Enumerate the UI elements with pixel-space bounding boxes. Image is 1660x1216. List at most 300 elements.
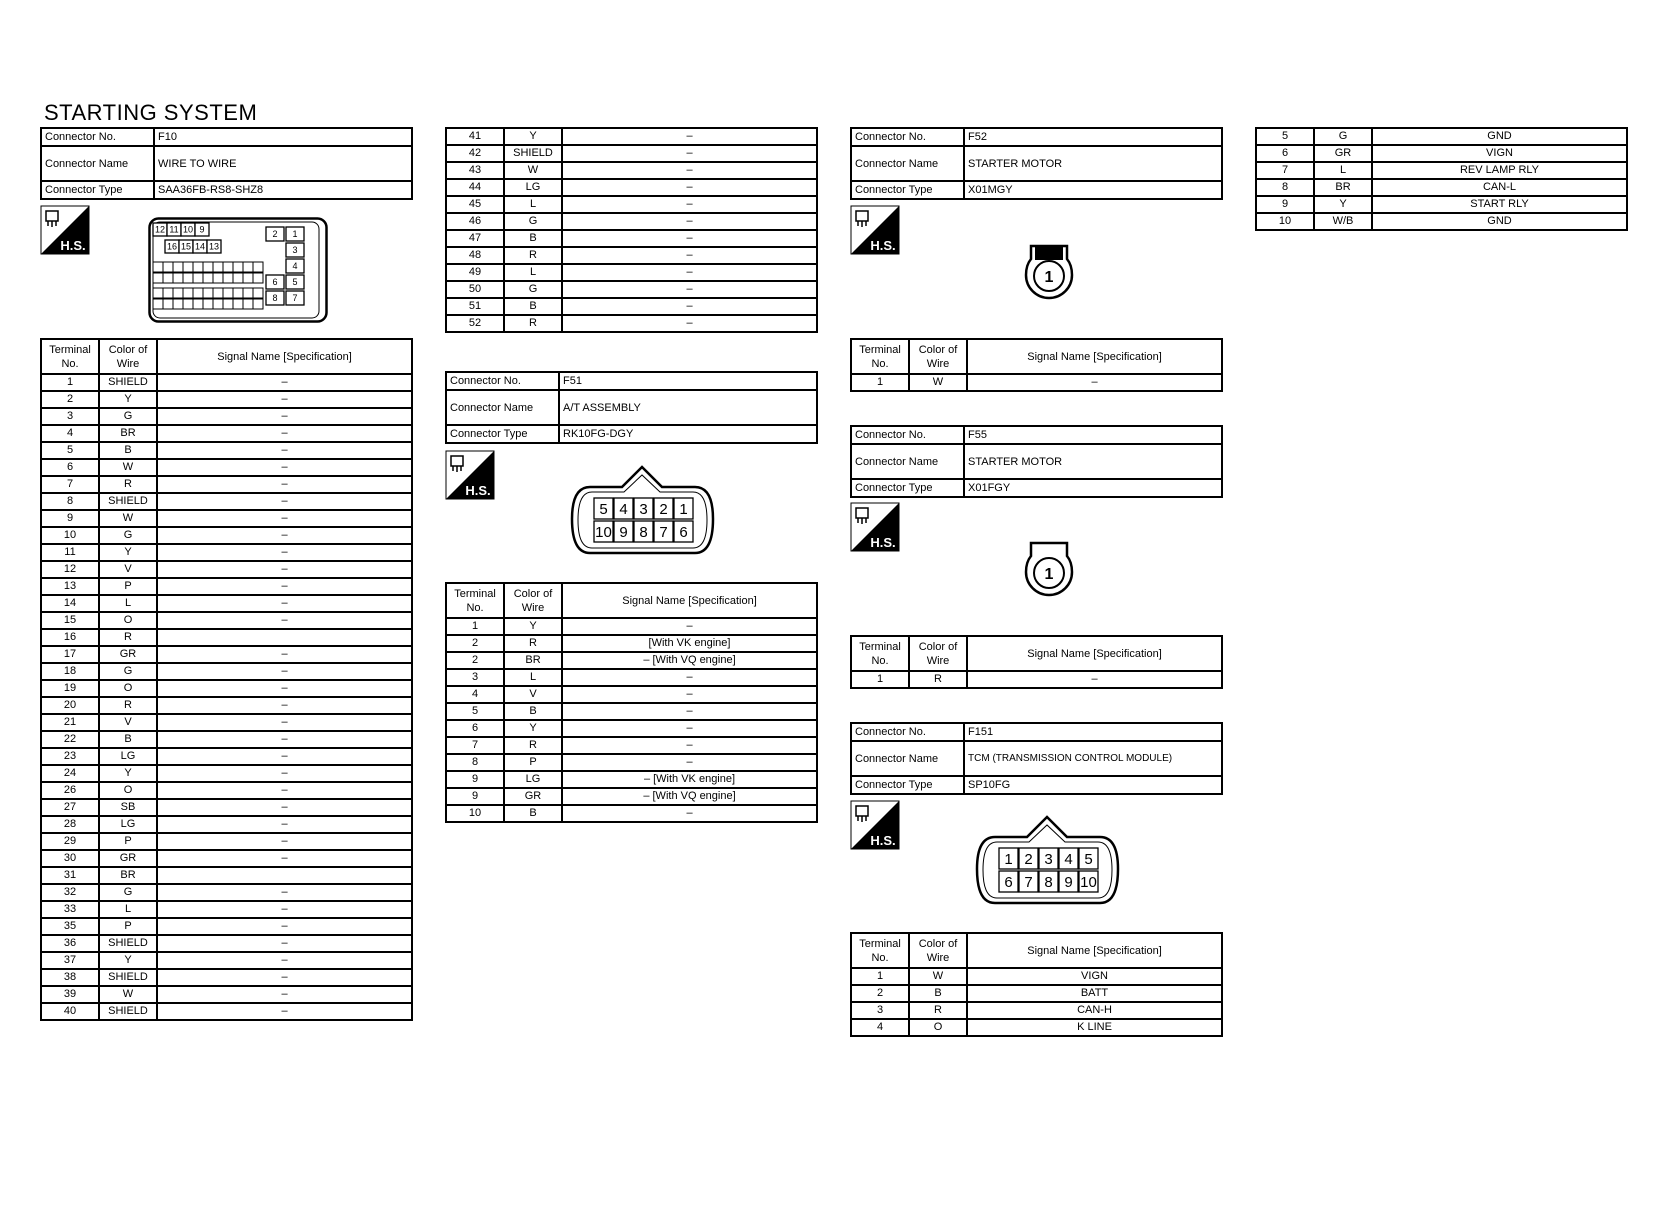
connector-type-label: Connector Type [851, 479, 964, 497]
wire-color-cell: W [909, 374, 967, 391]
signal-cell: – [562, 213, 817, 230]
terminal-cell: 46 [446, 213, 504, 230]
table-row [41, 901, 412, 918]
connector-type-label: Connector Type [41, 181, 154, 199]
wire-color-cell: R [504, 635, 562, 652]
signal-cell: – [562, 315, 817, 332]
signal-cell: – [157, 969, 412, 986]
terminal-no-header: Terminal No. [446, 583, 504, 618]
signal-cell: – [157, 1003, 412, 1020]
wire-color-cell: Y [99, 544, 157, 561]
signal-cell: VIGN [967, 968, 1222, 985]
signal-cell: – [157, 952, 412, 969]
pin-number: 7 [1024, 873, 1033, 891]
wire-color-cell: R [504, 737, 562, 754]
wire-color-cell: G [99, 884, 157, 901]
connector-type-label: Connector Type [851, 181, 964, 199]
table-row [41, 782, 412, 799]
signal-cell: – [562, 281, 817, 298]
pin-number: 5 [599, 500, 608, 518]
terminal-cell: 1 [851, 671, 909, 688]
terminal-cell: 35 [41, 918, 99, 935]
signal-cell: – [157, 561, 412, 578]
table-row [41, 1003, 412, 1020]
connector-no-label: Connector No. [41, 128, 154, 146]
wire-color-cell: R [909, 1002, 967, 1019]
pin-number: 11 [169, 224, 179, 235]
small-terminal-cell [153, 299, 163, 309]
f10-terminal-table [40, 338, 413, 1021]
table-row [1256, 213, 1627, 230]
signal-cell: – [With VQ engine] [562, 788, 817, 805]
f10-info [40, 127, 413, 200]
small-terminal-cell [253, 273, 263, 283]
signal-cell: – [157, 612, 412, 629]
f52-terminal-table [850, 338, 1223, 392]
terminal-cell: 41 [446, 128, 504, 145]
small-terminal-cell [253, 262, 263, 272]
wire-color-cell: Y [1314, 196, 1372, 213]
f151-terminal-table [850, 932, 1223, 1037]
small-terminal-cell [223, 262, 233, 272]
signal-header: Signal Name [Specification] [967, 933, 1222, 968]
table-row [446, 788, 817, 805]
signal-cell [157, 629, 412, 646]
terminal-cell: 5 [1256, 128, 1314, 145]
connector-pin [286, 259, 304, 273]
table-row [41, 935, 412, 952]
terminal-cell: 50 [446, 281, 504, 298]
f51-terminal-table [445, 582, 818, 823]
signal-cell: – [157, 782, 412, 799]
wire-color-cell: SB [99, 799, 157, 816]
table-row [41, 952, 412, 969]
connector-pin [634, 521, 653, 542]
signal-cell: – [157, 442, 412, 459]
pin-number: 4 [619, 500, 628, 518]
pin-number: 10 [1080, 873, 1097, 891]
small-terminal-cell [213, 299, 223, 309]
signal-cell: VIGN [1372, 145, 1627, 162]
terminal-cell: 39 [41, 986, 99, 1003]
wire-color-cell: W/B [1314, 213, 1372, 230]
pin-number: 16 [166, 241, 178, 252]
pin-number: 9 [619, 523, 628, 541]
connector-pin [1039, 848, 1058, 869]
signal-cell: – [967, 671, 1222, 688]
table-row [41, 697, 412, 714]
signal-cell: – [157, 527, 412, 544]
wire-color-cell: Y [504, 720, 562, 737]
signal-cell [157, 867, 412, 884]
table-row [41, 816, 412, 833]
wire-color-cell: SHIELD [504, 145, 562, 162]
pin-number: 1 [679, 500, 688, 518]
hs-badge-label: H.S. [870, 238, 896, 253]
f151-info [850, 722, 1223, 795]
connector-name-label: Connector Name [851, 444, 964, 479]
signal-cell: – [562, 196, 817, 213]
wire-color-cell: GR [504, 788, 562, 805]
connector-name-value: STARTER MOTOR [964, 146, 1222, 181]
small-terminal-cell [163, 288, 173, 298]
small-terminal-cell [173, 299, 183, 309]
wire-color-cell: Y [99, 952, 157, 969]
connector-name-label: Connector Name [41, 146, 154, 181]
wire-color-cell: W [504, 162, 562, 179]
terminal-cell: 18 [41, 663, 99, 680]
small-terminal-cell [243, 288, 253, 298]
table-row [446, 179, 817, 196]
signal-cell: – [562, 128, 817, 145]
terminal-cell: 3 [446, 669, 504, 686]
terminal-no-header: Terminal No. [41, 339, 99, 374]
terminal-cell: 11 [41, 544, 99, 561]
terminal-no-header: Terminal No. [851, 933, 909, 968]
wire-color-cell: SHIELD [99, 374, 157, 391]
wire-color-cell: W [909, 968, 967, 985]
table-row [851, 985, 1222, 1002]
connector-type-value: X01MGY [964, 181, 1222, 199]
pin-number: 7 [292, 293, 298, 304]
small-terminal-cell [183, 288, 193, 298]
small-terminal-cell [203, 299, 213, 309]
signal-cell: – [157, 799, 412, 816]
signal-cell: – [157, 663, 412, 680]
connector-pin [266, 275, 284, 289]
terminal-cell: 51 [446, 298, 504, 315]
wire-color-cell: L [504, 669, 562, 686]
terminal-cell: 9 [446, 788, 504, 805]
connector-pin [181, 223, 195, 236]
signal-cell: [With VK engine] [562, 635, 817, 652]
pin-number: 3 [292, 245, 298, 256]
terminal-cell: 8 [41, 493, 99, 510]
connector-no-value: F10 [154, 128, 412, 146]
table-row [446, 805, 817, 822]
wire-color-cell: O [99, 612, 157, 629]
wire-color-cell: O [99, 782, 157, 799]
terminal-cell: 17 [41, 646, 99, 663]
wire-color-cell: LG [99, 816, 157, 833]
table-row [851, 968, 1222, 985]
wire-color-cell: R [99, 697, 157, 714]
f55-terminal-table [850, 635, 1223, 689]
terminal-cell: 5 [41, 442, 99, 459]
terminal-cell: 8 [1256, 179, 1314, 196]
signal-cell: – [157, 714, 412, 731]
connector-pin [614, 521, 633, 542]
terminal-cell: 2 [446, 635, 504, 652]
signal-cell: – [157, 476, 412, 493]
table-row [41, 391, 412, 408]
small-terminal-cell [233, 288, 243, 298]
table-row [851, 671, 1222, 688]
signal-cell: – [157, 578, 412, 595]
terminal-cell: 7 [446, 737, 504, 754]
signal-cell: – [157, 748, 412, 765]
table-row [41, 646, 412, 663]
terminal-cell: 27 [41, 799, 99, 816]
signal-cell: REV LAMP RLY [1372, 162, 1627, 179]
table-row [446, 145, 817, 162]
connector-no-label: Connector No. [446, 372, 559, 390]
connector-pin [634, 498, 653, 519]
connector-pin [594, 521, 613, 542]
small-terminal-cell [193, 299, 203, 309]
wire-color-cell: L [504, 264, 562, 281]
connector-type-value: SP10FG [964, 776, 1222, 794]
signal-cell: – [562, 145, 817, 162]
signal-cell: – [157, 459, 412, 476]
wire-color-cell: P [99, 833, 157, 850]
wire-color-cell: B [909, 985, 967, 1002]
hs-badge-icon [40, 205, 90, 255]
wire-color-cell: L [504, 196, 562, 213]
terminal-cell: 9 [446, 771, 504, 788]
signal-cell: – [157, 731, 412, 748]
signal-cell: – [157, 765, 412, 782]
small-terminal-cell [213, 273, 223, 283]
terminal-cell: 8 [446, 754, 504, 771]
table-row [41, 918, 412, 935]
terminal-cell: 26 [41, 782, 99, 799]
wire-color-cell: LG [504, 179, 562, 196]
connector-type-label: Connector Type [446, 425, 559, 443]
pin-number: 6 [272, 277, 278, 288]
table-row [446, 162, 817, 179]
terminal-cell: 6 [1256, 145, 1314, 162]
signal-cell: – [157, 408, 412, 425]
f10-connector-face [148, 217, 328, 323]
small-terminal-cell [203, 262, 213, 272]
terminal-cell: 9 [41, 510, 99, 527]
table-row [446, 230, 817, 247]
signal-header: Signal Name [Specification] [157, 339, 412, 374]
signal-cell: – [157, 918, 412, 935]
signal-cell: – [157, 391, 412, 408]
hs-badge-icon [850, 502, 900, 552]
f51-info [445, 371, 818, 444]
f151-terminal-table-cont [1255, 127, 1628, 231]
hs-badge-icon [850, 800, 900, 850]
signal-cell: – [562, 737, 817, 754]
pin-number: 3 [1044, 850, 1053, 868]
table-row [446, 298, 817, 315]
pin-number: 9 [199, 224, 205, 235]
terminal-cell: 3 [851, 1002, 909, 1019]
terminal-cell: 21 [41, 714, 99, 731]
terminal-cell: 10 [41, 527, 99, 544]
connector-pin [165, 240, 179, 253]
table-row [446, 315, 817, 332]
signal-cell: – [157, 493, 412, 510]
color-header: Color of Wire [504, 583, 562, 618]
terminal-cell: 6 [446, 720, 504, 737]
terminal-cell: 48 [446, 247, 504, 264]
terminal-cell: 40 [41, 1003, 99, 1020]
small-terminal-cell [233, 273, 243, 283]
wire-color-cell: SHIELD [99, 1003, 157, 1020]
signal-cell: – [157, 697, 412, 714]
small-terminal-cell [223, 299, 233, 309]
f52-info [850, 127, 1223, 200]
wire-color-cell: G [99, 408, 157, 425]
table-row [41, 493, 412, 510]
small-terminal-cell [153, 262, 163, 272]
table-row [446, 128, 817, 145]
connector-pin [153, 223, 167, 236]
table-row [446, 703, 817, 720]
terminal-cell: 7 [41, 476, 99, 493]
connector-type-label: Connector Type [851, 776, 964, 794]
terminal-cell: 10 [1256, 213, 1314, 230]
wire-color-cell: R [909, 671, 967, 688]
wire-color-cell: Y [99, 391, 157, 408]
table-row [1256, 162, 1627, 179]
table-row [41, 595, 412, 612]
wire-color-cell: P [99, 918, 157, 935]
signal-cell: – [157, 425, 412, 442]
table-row [446, 281, 817, 298]
signal-cell: – [562, 720, 817, 737]
wire-color-cell: G [99, 527, 157, 544]
signal-cell: – [562, 162, 817, 179]
connector-no-value: F52 [964, 128, 1222, 146]
terminal-cell: 1 [41, 374, 99, 391]
terminal-cell: 15 [41, 612, 99, 629]
table-row [41, 510, 412, 527]
signal-cell: GND [1372, 128, 1627, 145]
table-row [446, 686, 817, 703]
terminal-cell: 3 [41, 408, 99, 425]
connector-pin [654, 521, 673, 542]
signal-cell: CAN-L [1372, 179, 1627, 196]
terminal-cell: 1 [851, 374, 909, 391]
hs-badge-label: H.S. [465, 483, 491, 498]
wire-color-cell: Y [504, 618, 562, 635]
table-row [851, 1019, 1222, 1036]
pin-number: 12 [154, 224, 166, 235]
connector-pin [674, 521, 693, 542]
terminal-cell: 31 [41, 867, 99, 884]
pin-number: 4 [292, 261, 298, 272]
wire-color-cell: G [504, 213, 562, 230]
table-row [41, 850, 412, 867]
wire-color-cell: R [99, 629, 157, 646]
terminal-cell: 2 [446, 652, 504, 669]
connector-pin [167, 223, 181, 236]
small-terminal-cell [223, 288, 233, 298]
small-terminal-cell [243, 299, 253, 309]
terminal-cell: 12 [41, 561, 99, 578]
terminal-cell: 2 [851, 985, 909, 1002]
signal-cell: – [562, 179, 817, 196]
signal-cell: – [157, 816, 412, 833]
terminal-cell: 42 [446, 145, 504, 162]
connector-pin [195, 223, 209, 236]
wire-color-cell: SHIELD [99, 493, 157, 510]
terminal-cell: 1 [851, 968, 909, 985]
small-terminal-cell [193, 288, 203, 298]
connector-pin [1079, 871, 1098, 892]
table-row [41, 867, 412, 884]
wire-color-cell: BR [99, 867, 157, 884]
small-terminal-cell [253, 288, 263, 298]
table-row [1256, 196, 1627, 213]
table-row [446, 213, 817, 230]
table-row [41, 969, 412, 986]
signal-cell: – [157, 680, 412, 697]
pin-number: 6 [1004, 873, 1013, 891]
terminal-cell: 6 [41, 459, 99, 476]
small-terminal-cell [243, 273, 253, 283]
connector-pin [266, 291, 284, 305]
table-row [851, 374, 1222, 391]
pin-number: 9 [1064, 873, 1073, 891]
connector-pin [999, 871, 1018, 892]
pin-number: 14 [194, 241, 206, 252]
terminal-cell: 28 [41, 816, 99, 833]
signal-cell: – [With VQ engine] [562, 652, 817, 669]
wire-color-cell: O [99, 680, 157, 697]
connector-type-value: SAA36FB-RS8-SHZ8 [154, 181, 412, 199]
connector-no-value: F51 [559, 372, 817, 390]
connector-pin [1039, 871, 1058, 892]
wire-color-cell: GR [99, 646, 157, 663]
wire-color-cell: V [99, 561, 157, 578]
signal-cell: – [562, 618, 817, 635]
wire-color-cell: L [99, 595, 157, 612]
signal-cell: K LINE [967, 1019, 1222, 1036]
terminal-cell: 19 [41, 680, 99, 697]
signal-cell: BATT [967, 985, 1222, 1002]
table-row [446, 669, 817, 686]
wire-color-cell: G [99, 663, 157, 680]
terminal-cell: 49 [446, 264, 504, 281]
terminal-cell: 23 [41, 748, 99, 765]
wire-color-cell: W [99, 459, 157, 476]
connector-pin [654, 498, 673, 519]
signal-cell: START RLY [1372, 196, 1627, 213]
terminal-cell: 4 [446, 686, 504, 703]
wire-color-cell: BR [1314, 179, 1372, 196]
f52-connector-face [1023, 241, 1075, 301]
f55-info [850, 425, 1223, 498]
pin-number: 8 [639, 523, 648, 541]
table-row [446, 771, 817, 788]
wire-color-cell: GR [1314, 145, 1372, 162]
table-row [41, 544, 412, 561]
small-terminal-cell [173, 288, 183, 298]
signal-cell: – [157, 901, 412, 918]
hs-badge-icon [850, 205, 900, 255]
table-row [446, 737, 817, 754]
wire-color-cell: B [504, 805, 562, 822]
table-row [41, 561, 412, 578]
table-row [446, 635, 817, 652]
connector-no-label: Connector No. [851, 128, 964, 146]
signal-cell: – [562, 754, 817, 771]
terminal-cell: 9 [1256, 196, 1314, 213]
connector-no-value: F55 [964, 426, 1222, 444]
small-terminal-cell [183, 273, 193, 283]
terminal-no-header: Terminal No. [851, 339, 909, 374]
pin-number: 15 [180, 241, 192, 252]
connector-name-label: Connector Name [446, 390, 559, 425]
small-terminal-cell [253, 299, 263, 309]
connector-pin [999, 848, 1018, 869]
